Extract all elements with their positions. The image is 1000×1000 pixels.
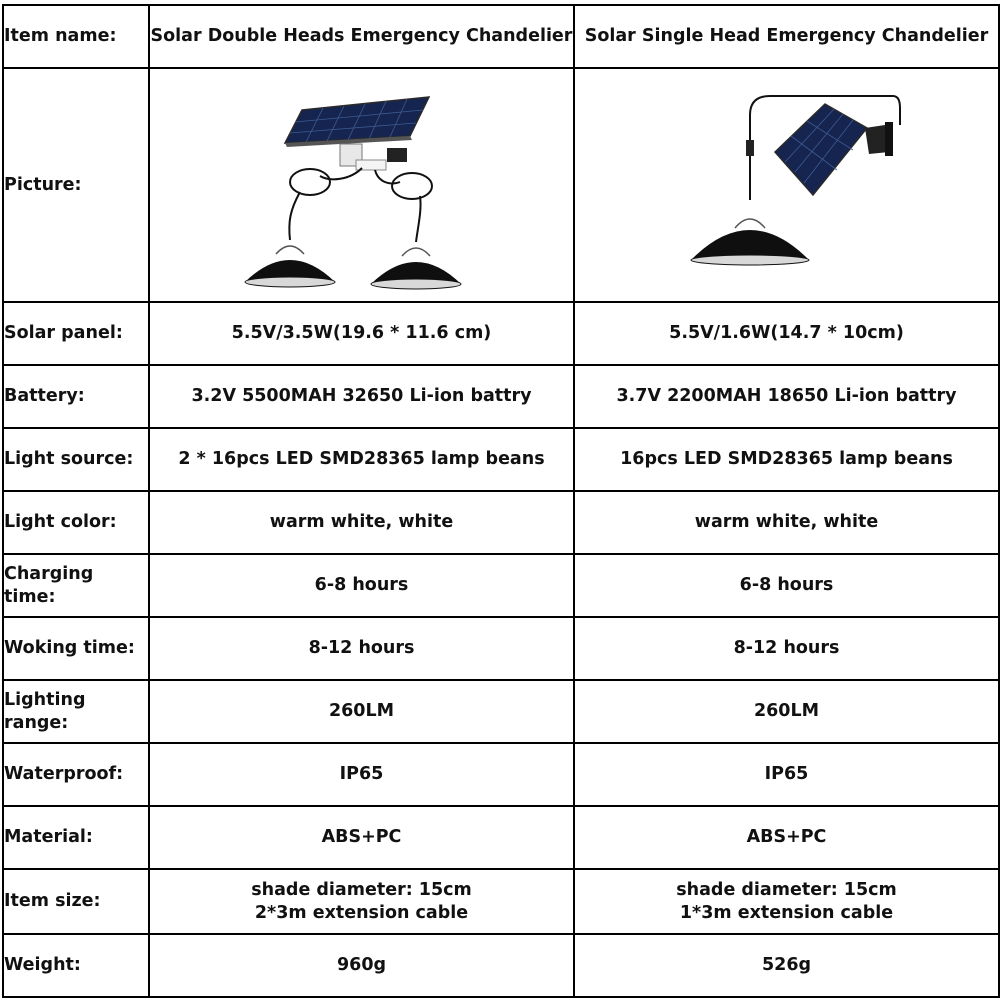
- product-b-value: 6-8 hours: [574, 554, 999, 617]
- product-a-value: 6-8 hours: [149, 554, 574, 617]
- row-waterproof: [3, 743, 999, 806]
- spec-table: [2, 4, 1000, 998]
- row-item-size: [3, 869, 999, 934]
- row-label: Light color:: [3, 491, 149, 554]
- row-solar-panel: [3, 302, 999, 365]
- product-b-value: 3.7V 2200MAH 18650 Li-ion battry: [574, 365, 999, 428]
- row-label: Waterproof:: [3, 743, 149, 806]
- product-a-value: warm white, white: [149, 491, 574, 554]
- product-b-value: IP65: [574, 743, 999, 806]
- row-label: Weight:: [3, 934, 149, 997]
- row-light-source: [3, 428, 999, 491]
- single-head-chandelier-icon: [575, 70, 1000, 300]
- product-b-value: ABS+PC: [574, 806, 999, 869]
- product-a-value: ABS+PC: [149, 806, 574, 869]
- product-b-value: 5.5V/1.6W(14.7 * 10cm): [574, 302, 999, 365]
- row-material: [3, 806, 999, 869]
- product-a-name: Solar Double Heads Emergency Chandelier: [149, 5, 574, 68]
- row-weight: [3, 934, 999, 997]
- row-charging-time: [3, 554, 999, 617]
- row-label: Item name:: [3, 5, 149, 68]
- row-label: Picture:: [3, 68, 149, 302]
- product-a-value: IP65: [149, 743, 574, 806]
- product-b-value: [574, 869, 999, 934]
- product-a-value: [149, 869, 574, 934]
- product-b-value: 8-12 hours: [574, 617, 999, 680]
- product-b-value: 260LM: [574, 680, 999, 743]
- row-label: Light source:: [3, 428, 149, 491]
- row-lighting-range: [3, 680, 999, 743]
- size-line: 1*3m extension cable: [679, 902, 894, 923]
- row-label: Item size:: [3, 869, 149, 934]
- row-battery: [3, 365, 999, 428]
- size-line: shade diameter: 15cm: [251, 879, 472, 900]
- row-label: Woking time:: [3, 617, 149, 680]
- row-label: Material:: [3, 806, 149, 869]
- product-a-value: 5.5V/3.5W(19.6 * 11.6 cm): [149, 302, 574, 365]
- row-label: Solar panel:: [3, 302, 149, 365]
- product-b-name: Solar Single Head Emergency Chandelier: [574, 5, 999, 68]
- product-b-picture: [574, 68, 999, 302]
- product-b-value: 16pcs LED SMD28365 lamp beans: [574, 428, 999, 491]
- row-label: Charging time:: [3, 554, 149, 617]
- row-working-time: [3, 617, 999, 680]
- product-a-value: 260LM: [149, 680, 574, 743]
- product-a-value: 2 * 16pcs LED SMD28365 lamp beans: [149, 428, 574, 491]
- product-a-value: 3.2V 5500MAH 32650 Li-ion battry: [149, 365, 574, 428]
- product-a-value: 960g: [149, 934, 574, 997]
- double-head-chandelier-icon: [150, 70, 575, 300]
- product-b-value: warm white, white: [574, 491, 999, 554]
- size-line: 2*3m extension cable: [254, 902, 469, 923]
- product-b-value: 526g: [574, 934, 999, 997]
- product-a-value: 8-12 hours: [149, 617, 574, 680]
- row-light-color: [3, 491, 999, 554]
- product-a-picture: [149, 68, 574, 302]
- size-line: shade diameter: 15cm: [676, 879, 897, 900]
- row-label: Battery:: [3, 365, 149, 428]
- row-picture: [3, 68, 999, 302]
- row-label: Lighting range:: [3, 680, 149, 743]
- row-item-name: [3, 5, 999, 68]
